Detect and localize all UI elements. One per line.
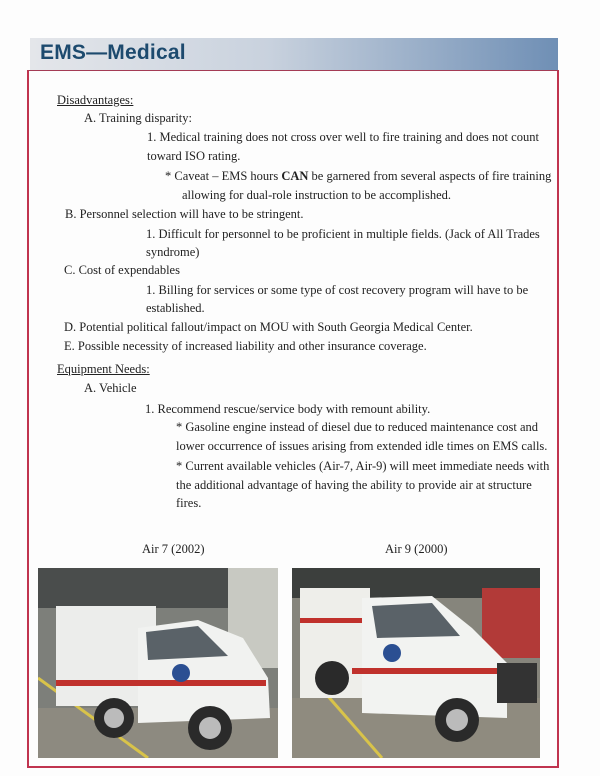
- disadvantages-heading: Disadvantages:: [57, 93, 134, 107]
- caveat-text: * Caveat – EMS hours: [165, 169, 282, 183]
- page-title: EMS—Medical: [40, 41, 186, 64]
- list-item: 1. Difficult for personnel to be proficient in multiple fields. (Jack of All Trades: [146, 227, 540, 241]
- list-item: syndrome): [146, 245, 200, 259]
- photo-caption: Air 9 (2000): [385, 542, 448, 556]
- list-item: 1. Billing for services or some type of cost recovery program will have to be: [146, 283, 529, 297]
- list-item: A. Vehicle: [84, 381, 137, 395]
- caveat-text: be garnered from several aspects of fire training: [308, 169, 552, 183]
- equipment-heading: Equipment Needs:: [57, 362, 150, 376]
- list-item: D. Potential political fallout/impact on MOU with South Georgia Medical Center.: [64, 320, 473, 334]
- list-item: fires.: [176, 496, 202, 510]
- photo-caption: Air 7 (2002): [142, 542, 205, 556]
- list-item: E. Possible necessity of increased liability and other insurance coverage.: [64, 339, 427, 353]
- list-item: 1. Medical training does not cross over well to fire training and does not count: [147, 130, 539, 144]
- list-item: A. Training disparity:: [84, 111, 192, 125]
- list-item: * Gasoline engine instead of diesel due to reduced maintenance cost and: [176, 420, 539, 434]
- list-item: toward ISO rating.: [147, 149, 241, 163]
- air7-photo: [38, 568, 278, 758]
- list-item: allowing for dual-role instruction to be accomplished.: [182, 188, 452, 202]
- list-item: 1. Recommend rescue/service body with remount ability.: [145, 402, 431, 416]
- list-item: established.: [146, 301, 205, 315]
- list-item: lower occurrence of issues arising from extended idle times on EMS calls.: [176, 439, 548, 453]
- list-item: the additional advantage of having the ability to provide air at structure: [176, 478, 532, 492]
- air9-photo: [292, 568, 540, 758]
- caveat-emphasis: CAN: [281, 169, 309, 183]
- list-item: B. Personnel selection will have to be stringent.: [65, 207, 304, 221]
- list-item: C. Cost of expendables: [64, 263, 180, 277]
- caveat-line: [165, 169, 551, 184]
- list-item: * Current available vehicles (Air-7, Air-9) will meet immediate needs with: [176, 459, 550, 473]
